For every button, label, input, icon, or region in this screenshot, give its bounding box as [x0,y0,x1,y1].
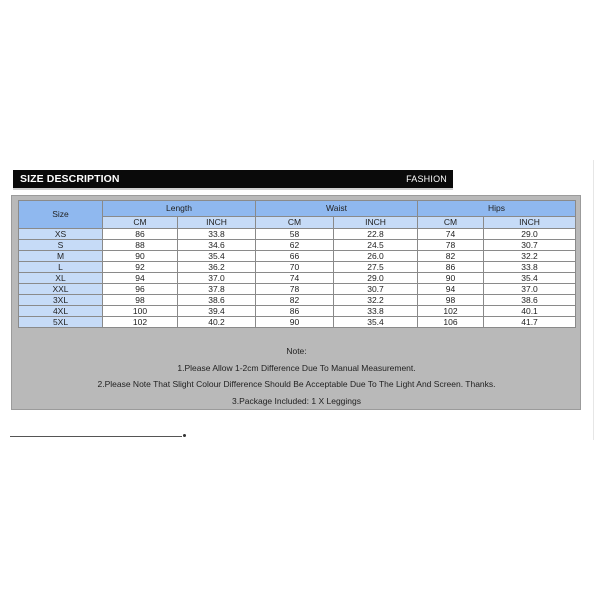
measurement-cell: 37.8 [178,284,256,295]
measurement-cell: 102 [418,306,484,317]
measurement-cell: 82 [418,251,484,262]
measurement-cell: 36.2 [178,262,256,273]
table-row [19,295,576,306]
measurement-cell: 35.4 [178,251,256,262]
size-chart-panel [11,195,581,410]
measurement-cell: 38.6 [484,295,576,306]
table-row [19,251,576,262]
measurement-cell: 74 [418,229,484,240]
measurement-cell: 29.0 [334,273,418,284]
measurement-cell: 39.4 [178,306,256,317]
measurement-cell: 106 [418,317,484,328]
note-heading: Note: [286,346,307,356]
measurement-cell: 22.8 [334,229,418,240]
bottom-divider-dot [183,434,186,437]
measurement-cell: 32.2 [334,295,418,306]
unit-header: CM [103,217,178,229]
measurement-cell: 30.7 [334,284,418,295]
measurement-cell: 40.1 [484,306,576,317]
measurement-cell: 27.5 [334,262,418,273]
measurement-cell: 33.8 [178,229,256,240]
measurement-cell: 90 [418,273,484,284]
table-row [19,240,576,251]
size-description-header [13,170,453,188]
measurement-cell: 98 [418,295,484,306]
measurement-cell: 90 [256,317,334,328]
unit-header: CM [256,217,334,229]
measurement-cell: 74 [256,273,334,284]
measurement-cell: 92 [103,262,178,273]
size-table [18,200,576,328]
header-tag: FASHION [406,174,447,184]
size-label-cell: L [19,262,103,273]
measurement-cell: 32.2 [484,251,576,262]
unit-header: CM [418,217,484,229]
measurement-cell: 100 [103,306,178,317]
notes-section [18,344,575,408]
measurement-cell: 37.0 [178,273,256,284]
size-label-cell: 5XL [19,317,103,328]
note-item: 2.Please Note That Slight Colour Difference Should Be Acceptable Due To The Light And Screen. Thanks. [97,379,496,389]
measurement-cell: 94 [418,284,484,295]
measurement-cell: 96 [103,284,178,295]
measurement-cell: 29.0 [484,229,576,240]
note-item: 1.Please Allow 1-2cm Difference Due To Manual Measurement. [177,363,416,373]
table-row [19,317,576,328]
measurement-cell: 40.2 [178,317,256,328]
size-label-cell: M [19,251,103,262]
bottom-divider [10,436,182,437]
measurement-cell: 78 [256,284,334,295]
measurement-cell: 41.7 [484,317,576,328]
measurement-cell: 102 [103,317,178,328]
measurement-cell: 24.5 [334,240,418,251]
measurement-cell: 88 [103,240,178,251]
measurement-cell: 78 [418,240,484,251]
table-row [19,306,576,317]
note-item: 3.Package Included: 1 X Leggings [231,396,361,406]
divider-line [593,160,594,440]
measurement-cell: 35.4 [484,273,576,284]
table-row [19,262,576,273]
measurement-cell: 98 [103,295,178,306]
unit-header: INCH [178,217,256,229]
size-label-cell: XXL [19,284,103,295]
measurement-cell: 70 [256,262,334,273]
waist-header: Waist [256,201,418,217]
size-label-cell: 4XL [19,306,103,317]
measurement-cell: 86 [103,229,178,240]
table-row [19,273,576,284]
measurement-cell: 86 [256,306,334,317]
hips-header: Hips [418,201,576,217]
size-label-cell: 3XL [19,295,103,306]
measurement-cell: 66 [256,251,334,262]
size-label-cell: S [19,240,103,251]
measurement-cell: 86 [418,262,484,273]
size-label-cell: XS [19,229,103,240]
unit-header: INCH [334,217,418,229]
size-label-cell: XL [19,273,103,284]
measurement-cell: 82 [256,295,334,306]
size-table-body [19,229,576,328]
measurement-cell: 26.0 [334,251,418,262]
table-row [19,229,576,240]
unit-header: INCH [484,217,576,229]
measurement-cell: 35.4 [334,317,418,328]
measurement-cell: 30.7 [484,240,576,251]
size-column-header: Size [19,201,103,229]
measurement-cell: 58 [256,229,334,240]
measurement-cell: 33.8 [334,306,418,317]
measurement-cell: 94 [103,273,178,284]
header-title: SIZE DESCRIPTION [20,173,120,185]
measurement-cell: 33.8 [484,262,576,273]
table-row [19,284,576,295]
measurement-cell: 34.6 [178,240,256,251]
measurement-cell: 62 [256,240,334,251]
measurement-cell: 38.6 [178,295,256,306]
length-header: Length [103,201,256,217]
measurement-cell: 37.0 [484,284,576,295]
measurement-cell: 90 [103,251,178,262]
